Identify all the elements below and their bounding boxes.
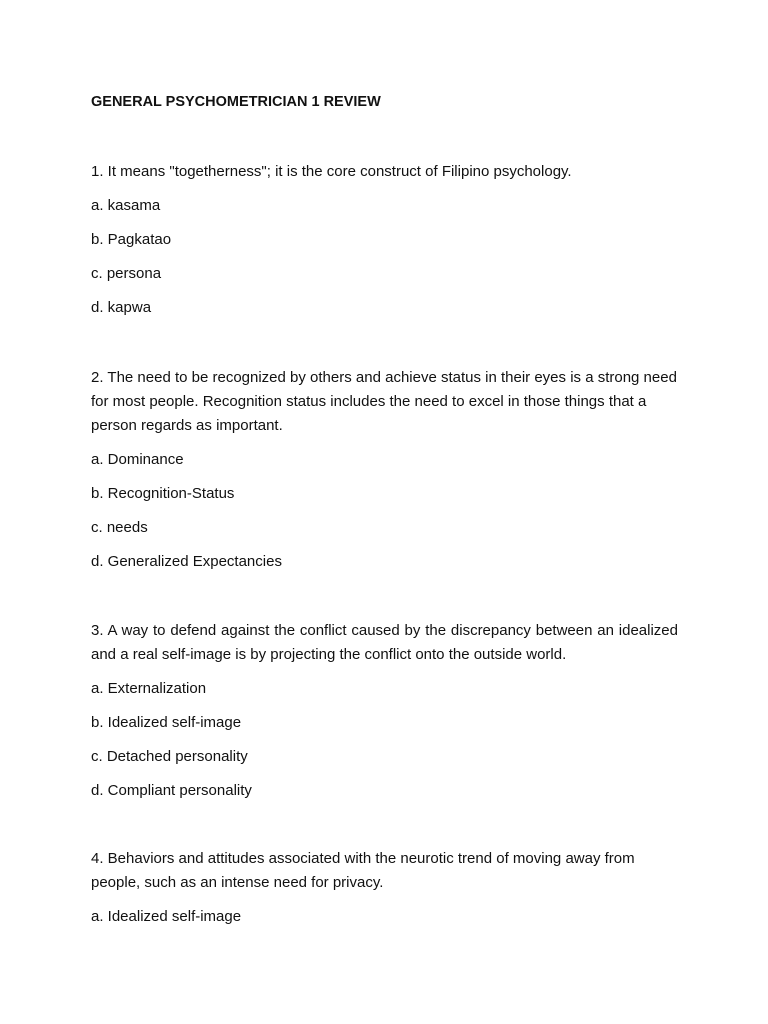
- answer-option-d: d. kapwa: [91, 299, 152, 316]
- answer-option-a: a. kasama: [91, 197, 161, 214]
- document-title: GENERAL PSYCHOMETRICIAN 1 REVIEW: [91, 94, 381, 110]
- question-stem: 4. Behaviors and attitudes associated with the neurotic trend of moving away from people, such as an intense need for privacy.: [91, 850, 635, 891]
- answer-option-c: c. Detached personality: [91, 748, 248, 765]
- question-stem: 3. A way to defend against the conflict caused by the discrepancy between an idealized and a real self-image is by projecting the conflict onto the outside world.: [91, 622, 678, 663]
- question-1: [91, 160, 678, 330]
- answer-option-d: d. Compliant personality: [91, 782, 252, 799]
- answer-option-b: b. Idealized self-image: [91, 714, 242, 731]
- answer-option-c: c. needs: [91, 519, 148, 536]
- answer-option-a: a. Idealized self-image: [91, 908, 242, 925]
- answer-option-c: c. persona: [91, 265, 162, 282]
- question-4: [91, 847, 678, 939]
- answer-option-a: a. Externalization: [91, 680, 207, 697]
- question-stem: 1. It means "togetherness"; it is the core construct of Filipino psychology.: [91, 163, 572, 180]
- answer-option-b: b. Recognition-Status: [91, 485, 235, 502]
- question-2: [91, 366, 678, 584]
- question-3: [91, 619, 678, 813]
- answer-option-d: d. Generalized Expectancies: [91, 553, 282, 570]
- answer-option-b: b. Pagkatao: [91, 231, 172, 248]
- answer-option-a: a. Dominance: [91, 451, 184, 468]
- question-stem: 2. The need to be recognized by others and achieve status in their eyes is a strong need for most people. Recognition status includes the need to excel in those things that a person regards as important.: [91, 369, 677, 434]
